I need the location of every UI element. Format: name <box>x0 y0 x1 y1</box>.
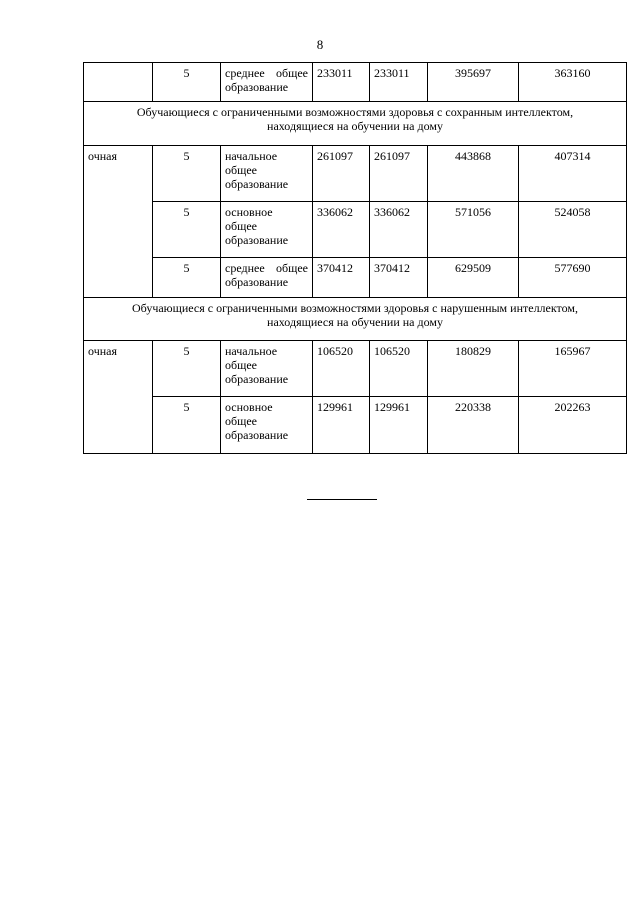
value-cell: 571056 <box>428 202 519 258</box>
value-cell: 577690 <box>519 258 627 298</box>
value-cell: 180829 <box>428 341 519 397</box>
level-word: образование <box>225 275 289 289</box>
value-cell: 370412 <box>370 258 428 298</box>
value-cell: 220338 <box>428 397 519 454</box>
table-row <box>84 146 627 202</box>
level-word: образование <box>225 233 289 247</box>
section-line: находящиеся на обучении на дому <box>267 315 443 329</box>
level-word: общее <box>276 66 308 80</box>
term-cell: 5 <box>153 202 221 258</box>
form-cell <box>84 258 153 298</box>
level-word: общее <box>225 163 257 177</box>
value-cell: 106520 <box>313 341 370 397</box>
term-cell: 5 <box>153 397 221 454</box>
level-word: образование <box>225 80 289 94</box>
section-row <box>84 298 627 341</box>
value-cell: 106520 <box>370 341 428 397</box>
value-cell: 395697 <box>428 63 519 102</box>
level-word: общее <box>225 414 257 428</box>
level-cell <box>221 63 313 102</box>
section-line: Обучающиеся с ограниченными возможностями здоровья с нарушенным интеллектом, <box>132 301 578 315</box>
funding-table <box>83 62 627 454</box>
form-cell <box>84 397 153 454</box>
value-cell: 165967 <box>519 341 627 397</box>
term-cell: 5 <box>153 146 221 202</box>
section-heading <box>84 102 627 146</box>
section-line: Обучающиеся с ограниченными возможностями здоровья с сохранным интеллектом, <box>136 105 574 119</box>
value-cell: 443868 <box>428 146 519 202</box>
level-word: общее <box>276 261 308 275</box>
value-cell: 407314 <box>519 146 627 202</box>
value-cell: 336062 <box>313 202 370 258</box>
value-cell: 129961 <box>370 397 428 454</box>
level-cell <box>221 341 313 397</box>
section-line: находящиеся на обучении на дому <box>267 119 443 133</box>
form-cell <box>84 63 153 102</box>
value-cell: 370412 <box>313 258 370 298</box>
level-word: начальное <box>225 149 278 163</box>
table-row <box>84 202 627 258</box>
term-cell: 5 <box>153 258 221 298</box>
table-row <box>84 397 627 454</box>
level-cell <box>221 202 313 258</box>
term-cell: 5 <box>153 63 221 102</box>
level-word: среднее <box>225 66 265 80</box>
level-word: начальное <box>225 344 278 358</box>
value-cell: 524058 <box>519 202 627 258</box>
value-cell: 261097 <box>313 146 370 202</box>
value-cell: 233011 <box>313 63 370 102</box>
level-word: общее <box>225 219 257 233</box>
level-word: образование <box>225 428 289 442</box>
level-cell <box>221 397 313 454</box>
value-cell: 129961 <box>313 397 370 454</box>
level-word: общее <box>225 358 257 372</box>
level-word: основное <box>225 205 273 219</box>
value-cell: 363160 <box>519 63 627 102</box>
section-row <box>84 102 627 146</box>
page-number: 8 <box>316 37 324 52</box>
form-cell: очная <box>84 146 153 202</box>
level-word: образование <box>225 177 289 191</box>
table-row <box>84 63 627 102</box>
level-word: основное <box>225 400 273 414</box>
level-cell <box>221 258 313 298</box>
value-cell: 202263 <box>519 397 627 454</box>
value-cell: 629509 <box>428 258 519 298</box>
level-word: образование <box>225 372 289 386</box>
end-separator-line <box>307 499 377 500</box>
section-heading <box>84 298 627 341</box>
term-cell: 5 <box>153 341 221 397</box>
value-cell: 233011 <box>370 63 428 102</box>
form-cell: очная <box>84 341 153 397</box>
level-cell <box>221 146 313 202</box>
table-row <box>84 258 627 298</box>
table-row <box>84 341 627 397</box>
form-cell <box>84 202 153 258</box>
level-word: среднее <box>225 261 265 275</box>
value-cell: 261097 <box>370 146 428 202</box>
value-cell: 336062 <box>370 202 428 258</box>
